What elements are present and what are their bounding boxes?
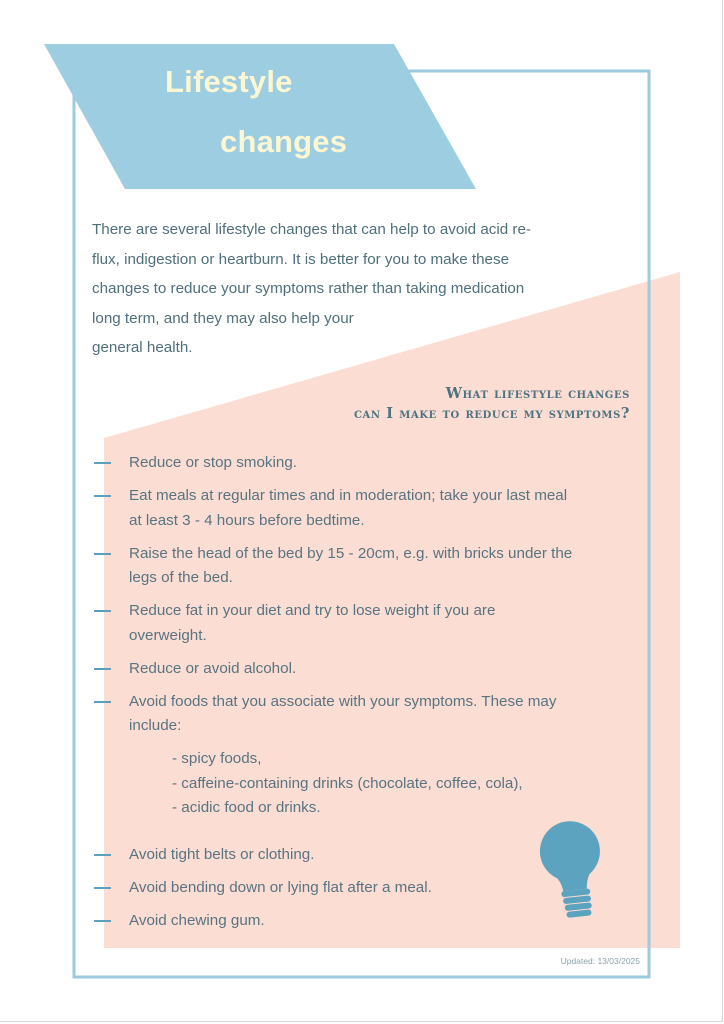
- intro-line: changes to reduce your symptoms rather than taking medication: [92, 280, 525, 297]
- dash-bullet-icon: [94, 701, 111, 703]
- list-item: [94, 484, 634, 533]
- list-item-text: Raise the head of the bed by 15 - 20cm, e.g. with bricks under the: [129, 544, 573, 562]
- list-item-text: Reduce fat in your diet and try to lose weight if you are: [129, 602, 496, 619]
- list-item-text: include:: [129, 717, 182, 734]
- section-heading: [354, 384, 630, 424]
- list-item-text: Avoid foods that you associate with your symptoms. These may: [129, 692, 557, 710]
- intro-line: general health.: [92, 339, 193, 356]
- food-example: - caffeine-containing drinks (chocolate, coffee, cola),: [172, 774, 523, 792]
- section-heading-line2: can I make to reduce my symptoms?: [353, 405, 630, 422]
- dash-bullet-icon: [94, 854, 111, 856]
- dash-bullet-icon: [94, 920, 111, 922]
- dash-bullet-icon: [94, 668, 111, 670]
- food-examples-list: [94, 747, 634, 821]
- dash-bullet-icon: [94, 553, 111, 555]
- list-item-text: Eat meals at regular times and in moderation; take your last meal: [129, 487, 568, 504]
- section-heading-line1: What lifestyle changes: [445, 385, 630, 402]
- intro-line: flux, indigestion or heartburn. It is better for you to make these: [92, 250, 510, 268]
- dash-bullet-icon: [94, 887, 111, 889]
- food-example: - acidic food or drinks.: [172, 799, 321, 816]
- list-item: [94, 657, 634, 682]
- dash-bullet-icon: [94, 610, 111, 612]
- list-item-text: Avoid bending down or lying flat after a meal.: [129, 878, 432, 896]
- intro-paragraph: [92, 215, 582, 363]
- list-item-text: legs of the bed.: [129, 569, 233, 586]
- list-item-text: overweight.: [129, 626, 207, 644]
- lightbulb-icon: [535, 818, 611, 924]
- list-item: [94, 451, 634, 476]
- dash-bullet-icon: [94, 462, 111, 464]
- list-item-text: Avoid chewing gum.: [129, 911, 265, 929]
- list-item-text: Reduce or stop smoking.: [129, 454, 297, 471]
- list-item: [94, 690, 634, 739]
- intro-line: long term, and they may also help your: [92, 309, 354, 327]
- intro-line: There are several lifestyle changes that can help to avoid acid re-: [92, 221, 531, 238]
- list-item: [94, 599, 634, 648]
- updated-date: Updated: 13/03/2025: [560, 956, 640, 966]
- page-title-line1: Lifestyle: [165, 64, 293, 99]
- dash-bullet-icon: [94, 495, 111, 497]
- food-example: - spicy foods,: [172, 750, 262, 767]
- list-item-text: Avoid tight belts or clothing.: [129, 845, 315, 863]
- list-item: [94, 542, 634, 591]
- list-item-text: Reduce or avoid alcohol.: [129, 659, 297, 677]
- list-item-text: at least 3 - 4 hours before bedtime.: [129, 511, 365, 529]
- page-title-line2: changes: [220, 124, 348, 159]
